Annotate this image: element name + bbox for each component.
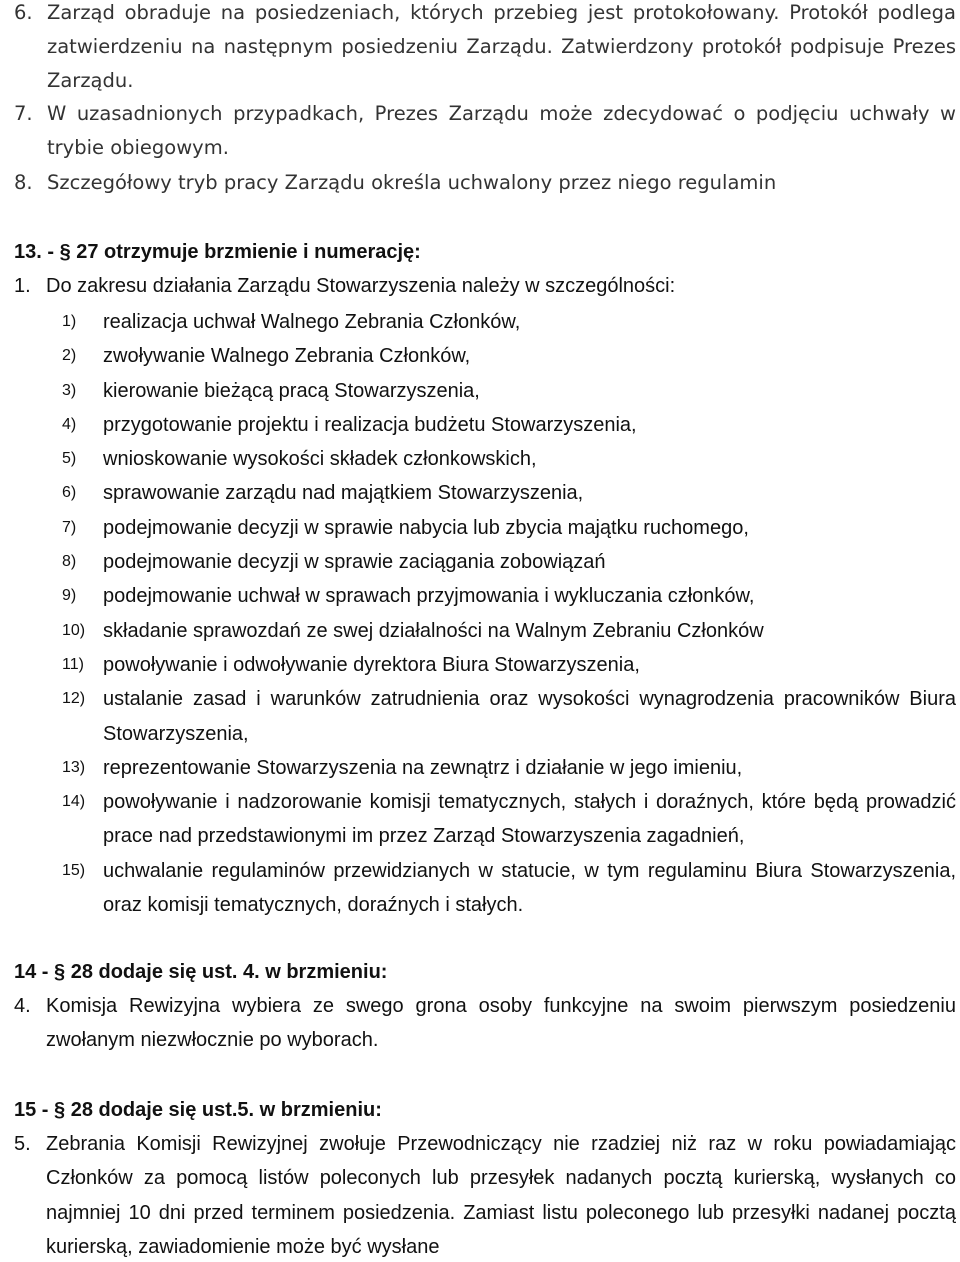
list-item-text: uchwalanie regulaminów przewidzianych w statucie, w tym regulaminu Biura Stowarzyszenia, oraz komisji tematycznych, doraźnych i stałych. <box>103 859 956 917</box>
paragraph-7 <box>14 97 956 165</box>
list-item <box>46 339 956 373</box>
duties-list <box>46 305 956 922</box>
list-item-text: podejmowanie decyzji w sprawie zaciągania zobowiązań <box>103 551 606 574</box>
list-item-number: 13) <box>62 758 86 776</box>
section-15-heading: 15 - § 28 dodaje się ust.5. w brzmieniu: <box>14 1099 382 1121</box>
paragraph-text: Do zakresu działania Zarządu Stowarzyszenia należy w szczególności: <box>46 275 676 297</box>
list-item-text: sprawowanie zarządu nad majątkiem Stowarzyszenia, <box>103 482 584 505</box>
list-item-number: 14) <box>62 793 86 811</box>
list-item <box>46 476 956 510</box>
section-14-heading: 14 - § 28 dodaje się ust. 4. w brzmieniu: <box>14 961 388 983</box>
section-14-paragraph <box>14 989 956 1058</box>
list-item <box>46 614 956 648</box>
list-item-number: 3) <box>62 381 77 399</box>
list-item <box>46 408 956 442</box>
list-item-text: wnioskowanie wysokości składek członkowskich, <box>103 448 537 471</box>
list-item <box>46 511 956 545</box>
list-item-number: 15) <box>62 861 86 879</box>
list-item <box>46 682 956 751</box>
list-item-text: reprezentowanie Stowarzyszenia na zewnątrz i działanie w jego imieniu, <box>103 756 743 779</box>
section-13-intro <box>14 269 956 303</box>
paragraph-text: Zebrania Komisji Rewizyjnej zwołuje Przewodniczący nie rzadziej niż raz w roku powiadamiając Członków za pomocą listów poleconych lub przesyłek nadanych pocztą kurierską, wysłanych co najmniej 10 dni przed terminem posiedzenia. Zamiast listu poleconego lub przesyłki nadanej pocztą kurierską, zawiadomienie może być wysłane <box>46 1133 956 1258</box>
list-item-number: 12) <box>62 690 86 708</box>
list-item-text: przygotowanie projektu i realizacja budżetu Stowarzyszenia, <box>103 413 637 436</box>
list-item-number: 6) <box>62 484 77 502</box>
paragraph-text: Zarząd obraduje na posiedzeniach, których przebieg jest protokołowany. Protokół podlega zatwierdzeniu na następnym posiedzeniu Zarządu. Zatwierdzony protokół podpisuje Prezes Zarządu. <box>47 1 956 92</box>
list-item <box>46 374 956 408</box>
list-item-number: 2) <box>62 347 77 365</box>
list-item <box>46 305 956 339</box>
list-item <box>46 648 956 682</box>
paragraph-number: 4. <box>14 995 31 1017</box>
list-item-text: podejmowanie decyzji w sprawie nabycia lub zbycia majątku ruchomego, <box>103 516 749 539</box>
list-item-text: podejmowanie uchwał w sprawach przyjmowania i wykluczania członków, <box>103 585 755 608</box>
list-item <box>46 579 956 613</box>
list-item-text: składanie sprawozdań ze swej działalności na Walnym Zebraniu Członków <box>103 619 764 642</box>
paragraph-number: 1. <box>14 275 31 297</box>
list-item <box>46 442 956 476</box>
list-item-text: powoływanie i odwoływanie dyrektora Biura Stowarzyszenia, <box>103 653 640 676</box>
list-item <box>46 854 956 923</box>
paragraph-text: W uzasadnionych przypadkach, Prezes Zarządu może zdecydować o podjęciu uchwały w trybie obiegowym. <box>47 102 956 159</box>
paragraph-number: 6. <box>14 1 33 24</box>
list-item <box>46 751 956 785</box>
section-15-paragraph <box>14 1127 956 1262</box>
list-item-number: 7) <box>62 518 77 536</box>
list-item-number: 1) <box>62 313 77 330</box>
list-item-text: powoływanie i nadzorowanie komisji tematycznych, stałych i doraźnych, które będą prowadzić prace nad przedstawionymi im przez Zarząd Stowarzyszenia zagadnień, <box>103 791 956 848</box>
list-item-number: 10) <box>62 621 86 639</box>
list-item-number: 9) <box>62 587 77 605</box>
list-item <box>46 545 956 579</box>
section-13-heading: 13. - § 27 otrzymuje brzmienie i numerację: <box>14 241 421 263</box>
list-item-number: 8) <box>62 553 77 571</box>
paragraph-number: 5. <box>14 1133 31 1155</box>
paragraph-number: 7. <box>14 102 33 125</box>
paragraph-6 <box>14 0 956 98</box>
paragraph-text: Szczegółowy tryb pracy Zarządu określa uchwalony przez niego regulamin <box>47 171 777 194</box>
paragraph-8 <box>14 166 956 200</box>
list-item <box>46 785 956 854</box>
paragraph-text: Komisja Rewizyjna wybiera ze swego grona osoby funkcyjne na swoim pierwszym posiedzeniu zwołanym niezwłocznie po wyborach. <box>46 995 956 1052</box>
list-item-text: zwoływanie Walnego Zebrania Członków, <box>103 345 471 368</box>
list-item-number: 11) <box>62 655 84 673</box>
paragraph-number: 8. <box>14 171 33 194</box>
list-item-text: ustalanie zasad i warunków zatrudnienia oraz wysokości wynagrodzenia pracowników Biura Stowarzyszenia, <box>103 688 956 745</box>
list-item-number: 4) <box>62 415 77 433</box>
list-item-text: kierowanie bieżącą pracą Stowarzyszenia, <box>103 379 480 402</box>
list-item-text: realizacja uchwał Walnego Zebrania Członków, <box>103 311 521 333</box>
list-item-number: 5) <box>62 450 77 468</box>
